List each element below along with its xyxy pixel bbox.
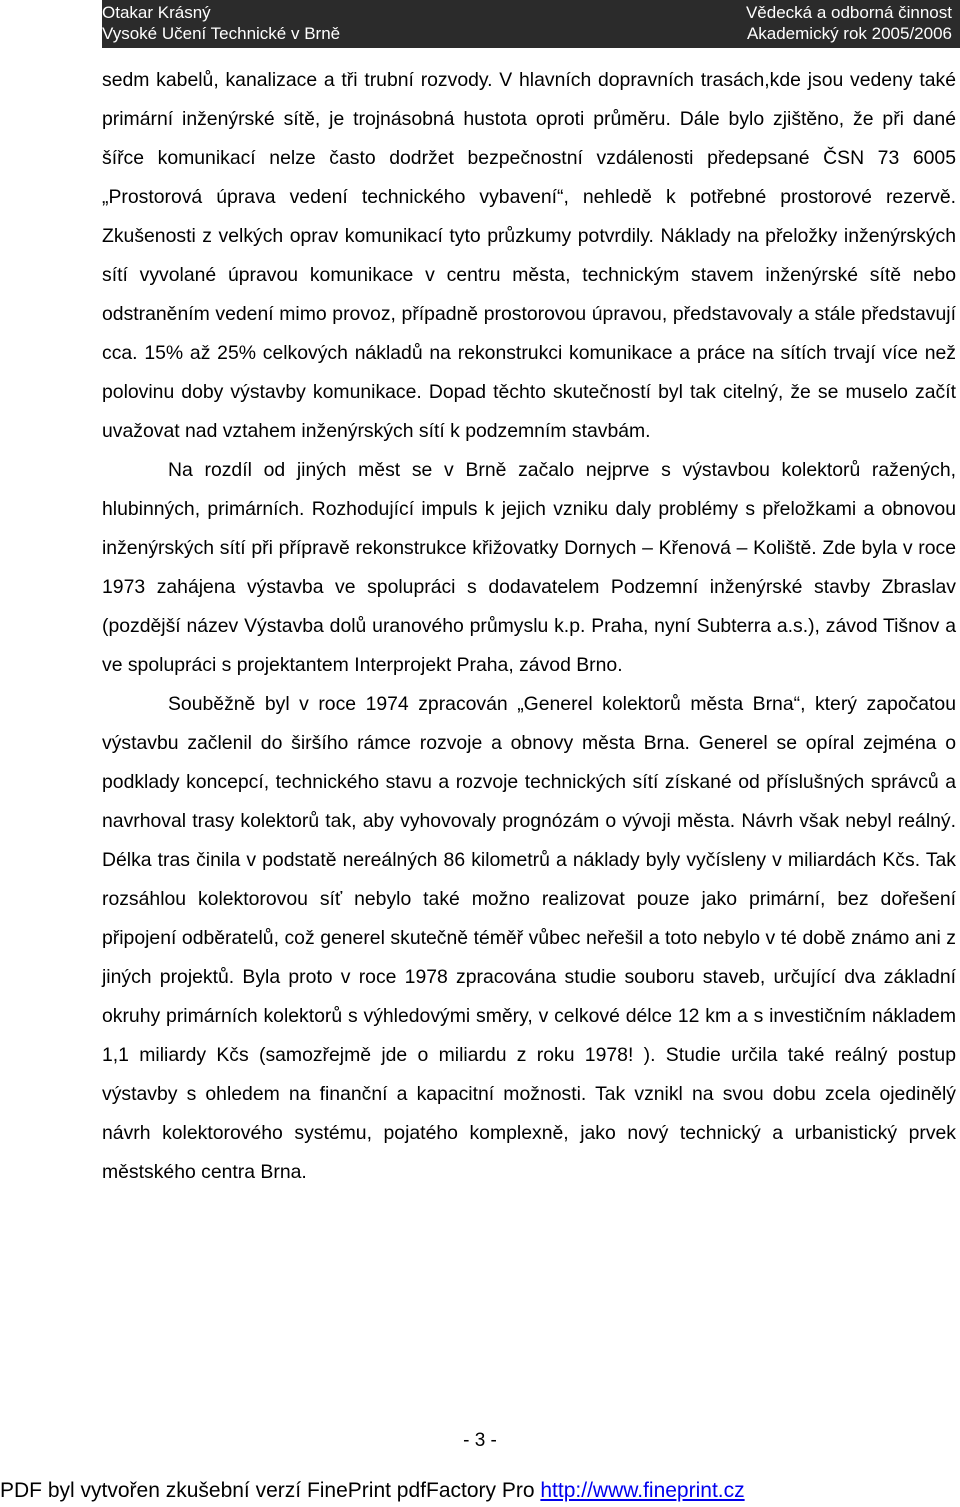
header-right xyxy=(746,2,952,44)
footer-text: PDF byl vytvořen zkušební verzí FinePrint pdfFactory Pro xyxy=(0,1479,541,1502)
page-header xyxy=(102,0,960,48)
document-body xyxy=(102,61,956,1192)
paragraph-3: Souběžně byl v roce 1974 zpracován „Generel kolektorů města Brna“, který započatou výstavbu začlenil do širšího rámce rozvoje a obnovy města Brna. Generel se opíral zejména o podklady koncepcí, technického stavu a rozvoje technických sítí získané od příslušných správců a navrhoval trasy kolektorů tak, aby vyhovovaly prognózám o vývoji města. Návrh však nebyl reálný. Délka tras činila v podstatě nereálných 86 kilometrů a náklady byly vyčísleny v miliardách Kčs. Tak rozsáhlou kolektorovou síť nebylo také možno realizovat pouze jako primární, bez dořešení připojení odběratelů, což generel skutečně téměř vůbec neřešil a toto nebylo v té době známo ani z jiných projektů. Byla proto v roce 1978 zpracována studie souboru staveb, určující dva základní okruhy primárních kolektorů s výhledovými směry, v celkové délce 12 km a s investičním nákladem 1,1 miliardy Kčs (samozřejmě jde o miliardu z roku 1978! ). Studie určila také reálný postup výstavby s ohledem na finanční a kapacitní možnosti. Tak vznikl na svou dobu zcela ojedinělý návrh kolektorového systému, pojatého komplexně, jako nový technický a urbanistický prvek městského centra Brna. xyxy=(102,693,956,1183)
pdf-footer xyxy=(0,1478,745,1504)
paragraph-2: Na rozdíl od jiných měst se v Brně začalo nejprve s výstavbou kolektorů ražených, hlubinných, primárních. Rozhodující impuls k jejich vzniku daly problémy s přeložkami a obnovou inženýrských sítí při přípravě rekonstrukce křižovatky Dornych – Křenová – Koliště. Zde byla v roce 1973 zahájena výstavba ve spolupráci s dodavatelem Podzemní inženýrské stavby Zbraslav (pozdější název Výstavba dolů uranového průmyslu k.p. Praha, nyní Subterra a.s.), závod Tišnov a ve spolupráci s projektantem Interprojekt Praha, závod Brno. xyxy=(102,459,956,676)
header-university: Vysoké Učení Technické v Brně xyxy=(102,24,341,43)
header-category: Vědecká a odborná činnost xyxy=(745,3,952,22)
paragraph-1: sedm kabelů, kanalizace a tři trubní rozvody. V hlavních dopravních trasách,kde jsou vedeny také primární inženýrské sítě, je trojnásobná hustota oproti průměru. Dále bylo zjištěno, že při dané šířce komunikací nelze často dodržet bezpečnostní vzdálenosti předepsané ČSN 73 6005 „Prostorová úprava vedení technického vybavení“, nehledě k potřebné prostorové rezervě. Zkušenosti z velkých oprav komunikací tyto průzkumy potvrdily. Náklady na přeložky inženýrských sítí vyvolané úpravou komunikace v centru města, technickým stavem inženýrské sítě nebo odstraněním vedení mimo provoz, případně prostorovou úpravou, představovaly a stále představují cca. 15% až 25% celkových nákladů na rekonstrukci komunikace a práce na sítích trvají více než polovinu doby výstavby komunikace. Dopad těchto skutečností byl tak citelný, že se muselo začít uvažovat nad vztahem inženýrských sítí k podzemním stavbám. xyxy=(102,69,956,442)
page-number: - 3 - xyxy=(463,1430,497,1451)
header-academic-year: Akademický rok 2005/2006 xyxy=(746,24,952,43)
header-author: Otakar Krásný xyxy=(102,3,211,22)
header-left xyxy=(102,2,340,44)
footer-link[interactable]: http://www.fineprint.cz xyxy=(540,1479,745,1502)
